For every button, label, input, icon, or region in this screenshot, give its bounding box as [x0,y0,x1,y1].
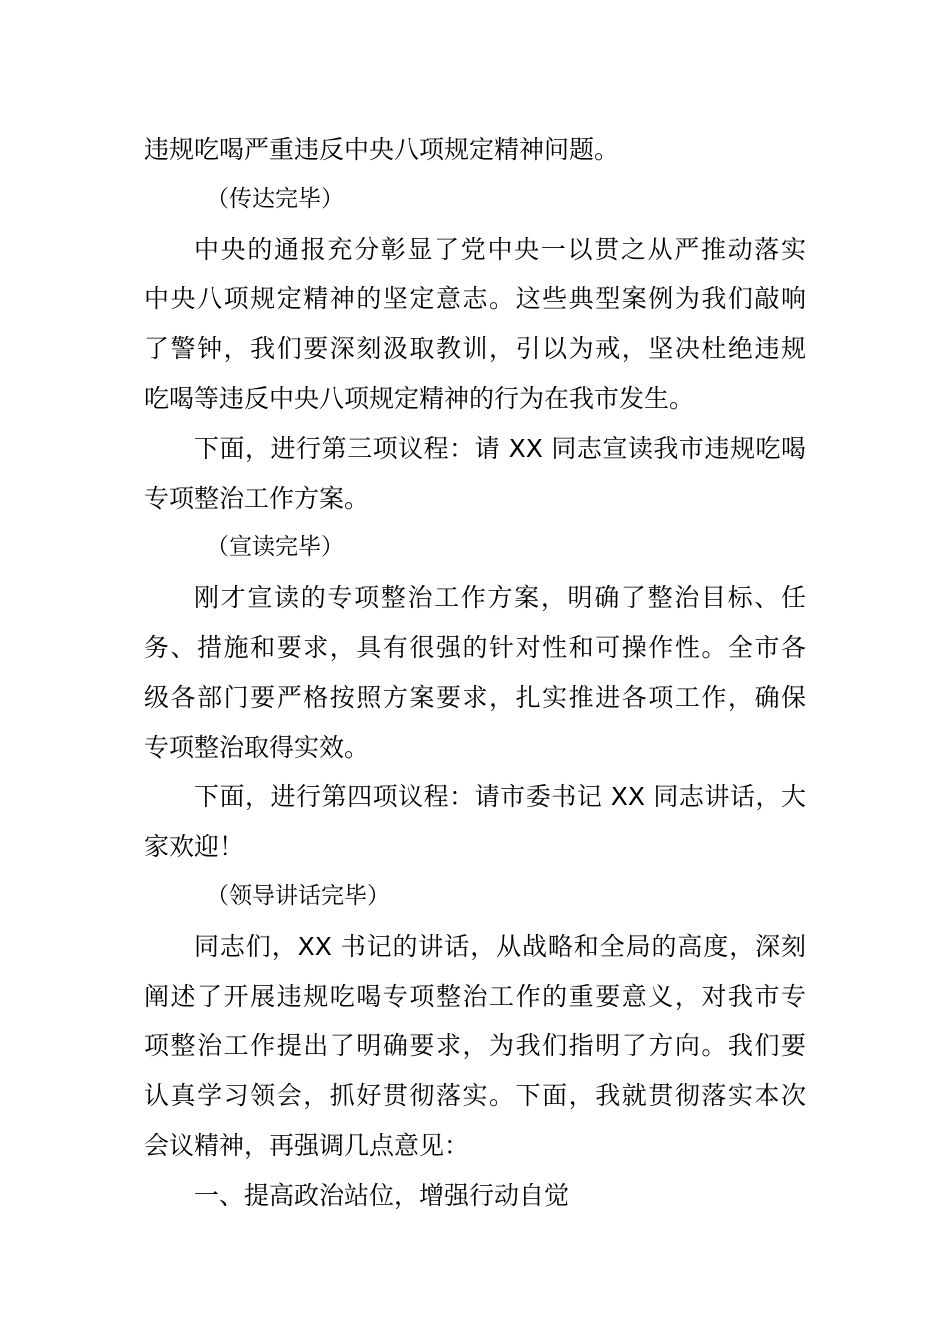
text-line: 专项整治取得实效。 [144,732,370,762]
text-line: 下面，进行第三项议程：请 XX 同志宣读我市违规吃喝 [194,433,806,463]
text-line: 务、措施和要求，具有很强的针对性和可操作性。全市各 [144,632,806,662]
document-body [144,125,806,1221]
text-line: 中央八项规定精神的坚定意志。这些典型案例为我们敲响 [144,284,806,314]
text-line: 中央的通报充分彰显了党中央一以贯之从严推动落实 [194,234,806,264]
text-line: 阐述了开展违规吃喝专项整治工作的重要意义，对我市专 [144,981,806,1011]
text-line: 同志们，XX 书记的讲话，从战略和全局的高度，深刻 [194,931,806,961]
stage-note: （传达完毕） [206,185,344,212]
text-line: 专项整治工作方案。 [144,483,370,513]
text-line: 级各部门要严格按照方案要求，扎实推进各项工作，确保 [144,682,806,712]
text-line: 违规吃喝严重违反中央八项规定精神问题。 [144,135,620,164]
text-line: 项整治工作提出了明确要求，为我们指明了方向。我们要 [144,1031,806,1061]
text-line: 家欢迎！ [144,832,245,862]
text-line: 刚才宣读的专项整治工作方案，明确了整治目标、任 [194,583,806,613]
text-line: 吃喝等违反中央八项规定精神的行为在我市发生。 [144,383,695,413]
text-line: 了警钟，我们要深刻汲取教训，引以为戒，坚决杜绝违规 [144,334,806,364]
stage-note: （宣读完毕） [206,534,344,561]
text-line: 认真学习领会，抓好贯彻落实。下面，我就贯彻落实本次 [144,1081,806,1111]
text-line: 会议精神，再强调几点意见： [144,1130,470,1160]
stage-note: （领导讲话完毕） [206,882,390,909]
text-line: 下面，进行第四项议程：请市委书记 XX 同志讲话，大 [194,782,806,812]
section-heading: 一、提高政治站位，增强行动自觉 [194,1180,570,1210]
